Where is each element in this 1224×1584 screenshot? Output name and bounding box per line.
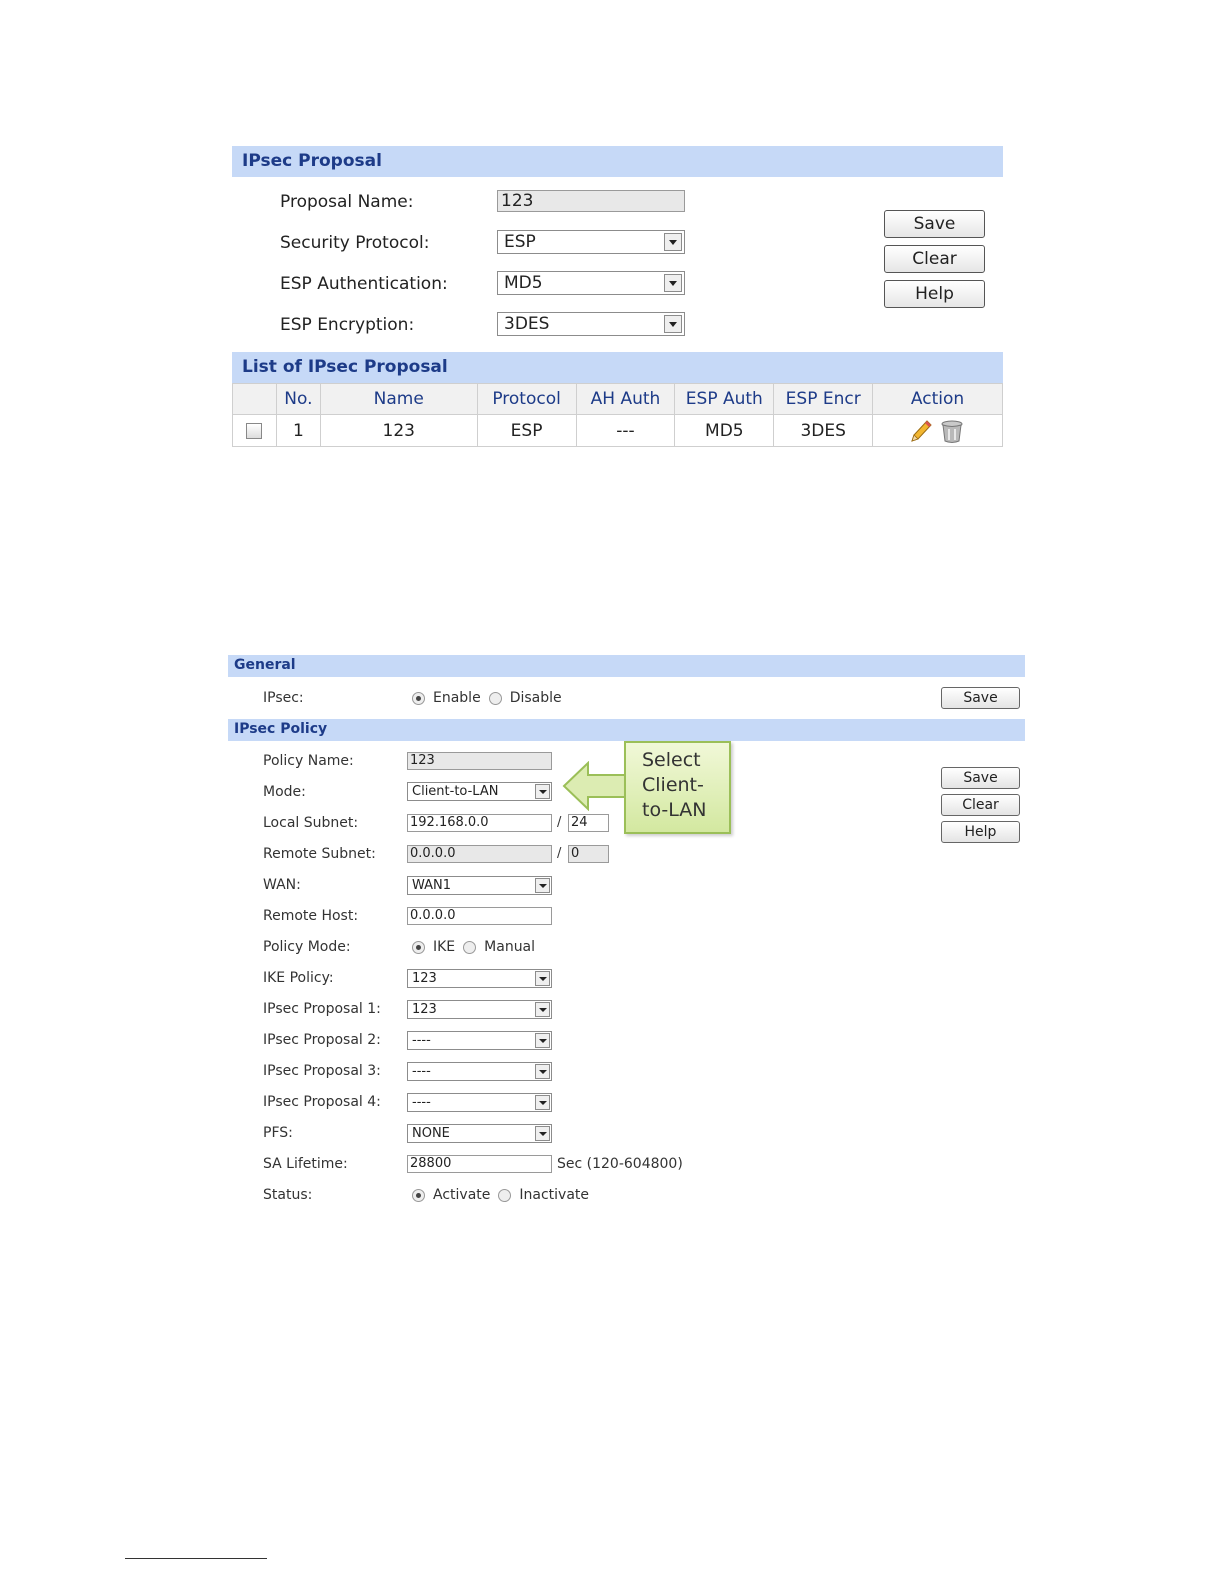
table-row xyxy=(233,415,1003,447)
chevron-down-icon[interactable] xyxy=(664,315,682,333)
manual-label: Manual xyxy=(484,939,536,955)
proposal2-label: IPsec Proposal 2: xyxy=(263,1032,381,1048)
pfs-select[interactable] xyxy=(407,1124,552,1143)
trash-icon[interactable] xyxy=(942,421,962,443)
proposal-save-button[interactable]: Save xyxy=(884,210,985,238)
chevron-down-icon[interactable] xyxy=(664,233,682,251)
callout-line2: Client- xyxy=(642,774,704,796)
callout-arrow-icon xyxy=(562,761,628,811)
general-header: General xyxy=(228,655,1025,677)
remote-subnet-mask-input[interactable]: 0 xyxy=(568,845,609,863)
ike-policy-value: 123 xyxy=(412,971,437,986)
col-no: No. xyxy=(276,384,320,415)
esp-authentication-select[interactable] xyxy=(497,271,685,295)
chevron-down-icon[interactable] xyxy=(535,1033,550,1048)
policy-save-button[interactable]: Save xyxy=(941,767,1020,789)
ike-policy-select[interactable] xyxy=(407,969,552,988)
policy-name-input[interactable]: 123 xyxy=(407,752,552,770)
local-subnet-label: Local Subnet: xyxy=(263,815,359,831)
disable-label: Disable xyxy=(509,690,562,706)
proposal-name-label: Proposal Name: xyxy=(280,192,414,212)
ike-radio[interactable] xyxy=(412,941,425,954)
row-esp-encr: 3DES xyxy=(774,415,873,447)
esp-encryption-label: ESP Encryption: xyxy=(280,315,415,335)
security-protocol-label: Security Protocol: xyxy=(280,233,430,253)
esp-encryption-value: 3DES xyxy=(504,314,550,334)
select-all-header xyxy=(233,384,277,415)
manual-radio[interactable] xyxy=(463,941,476,954)
footnote-divider xyxy=(125,1558,267,1559)
activate-label: Activate xyxy=(433,1187,491,1203)
proposal4-label: IPsec Proposal 4: xyxy=(263,1094,381,1110)
proposal-clear-button[interactable]: Clear xyxy=(884,245,985,273)
mode-select[interactable] xyxy=(407,782,552,801)
proposal2-select[interactable] xyxy=(407,1031,552,1050)
callout-line1: Select xyxy=(642,749,701,771)
col-esp-encr: ESP Encr xyxy=(774,384,873,415)
security-protocol-value: ESP xyxy=(504,232,536,252)
local-subnet-slash: / xyxy=(557,815,562,830)
chevron-down-icon[interactable] xyxy=(535,784,550,799)
mode-value: Client-to-LAN xyxy=(412,784,499,799)
policy-mode-label: Policy Mode: xyxy=(263,939,351,955)
status-label: Status: xyxy=(263,1187,313,1203)
status-group xyxy=(412,1187,597,1203)
row-protocol: ESP xyxy=(477,415,576,447)
policy-name-label: Policy Name: xyxy=(263,753,354,769)
callout-line3: to-LAN xyxy=(642,799,707,821)
callout-box xyxy=(624,741,731,834)
chevron-down-icon[interactable] xyxy=(664,274,682,292)
sa-lifetime-hint: Sec (120-604800) xyxy=(557,1156,683,1172)
remote-subnet-slash: / xyxy=(557,846,562,861)
col-action: Action xyxy=(873,384,1003,415)
enable-radio[interactable] xyxy=(412,692,425,705)
proposal1-label: IPsec Proposal 1: xyxy=(263,1001,381,1017)
proposal-list-header: List of IPsec Proposal xyxy=(232,352,1003,383)
esp-authentication-label: ESP Authentication: xyxy=(280,274,448,294)
col-protocol: Protocol xyxy=(477,384,576,415)
proposal1-value: 123 xyxy=(412,1002,437,1017)
table-header-row xyxy=(233,384,1003,415)
sa-lifetime-label: SA Lifetime: xyxy=(263,1156,348,1172)
proposal-help-button[interactable]: Help xyxy=(884,280,985,308)
row-name: 123 xyxy=(320,415,477,447)
chevron-down-icon[interactable] xyxy=(535,1064,550,1079)
wan-label: WAN: xyxy=(263,877,301,893)
col-name: Name xyxy=(320,384,477,415)
local-subnet-mask-input[interactable]: 24 xyxy=(568,814,609,832)
row-checkbox-cell xyxy=(233,415,277,447)
ipsec-proposal-panel xyxy=(232,146,1003,448)
activate-radio[interactable] xyxy=(412,1189,425,1202)
policy-mode-group xyxy=(412,939,543,955)
wan-value: WAN1 xyxy=(412,878,452,893)
pfs-label: PFS: xyxy=(263,1125,293,1141)
pencil-icon[interactable] xyxy=(912,421,931,441)
ipsec-label: IPsec: xyxy=(263,690,304,706)
policy-clear-button[interactable]: Clear xyxy=(941,794,1020,816)
general-save-button[interactable]: Save xyxy=(941,687,1020,709)
proposal2-value: ---- xyxy=(412,1033,431,1048)
security-protocol-select[interactable] xyxy=(497,230,685,254)
chevron-down-icon[interactable] xyxy=(535,878,550,893)
esp-authentication-value: MD5 xyxy=(504,273,543,293)
proposal3-select[interactable] xyxy=(407,1062,552,1081)
inactivate-label: Inactivate xyxy=(519,1187,589,1203)
chevron-down-icon[interactable] xyxy=(535,971,550,986)
ipsec-policy-panel xyxy=(228,655,1025,1215)
ike-label: IKE xyxy=(433,939,456,955)
chevron-down-icon[interactable] xyxy=(535,1126,550,1141)
policy-help-button[interactable]: Help xyxy=(941,821,1020,843)
disable-radio[interactable] xyxy=(489,692,502,705)
esp-encryption-select[interactable] xyxy=(497,312,685,336)
ipsec-proposal-header: IPsec Proposal xyxy=(232,146,1003,177)
ike-policy-label: IKE Policy: xyxy=(263,970,334,986)
enable-label: Enable xyxy=(433,690,481,706)
proposal-name-input[interactable]: 123 xyxy=(497,190,685,212)
sa-lifetime-input[interactable]: 28800 xyxy=(407,1155,552,1173)
col-ah-auth: AH Auth xyxy=(576,384,675,415)
chevron-down-icon[interactable] xyxy=(535,1002,550,1017)
proposal3-value: ---- xyxy=(412,1064,431,1079)
remote-host-input[interactable]: 0.0.0.0 xyxy=(407,907,552,925)
ipsec-enable-group xyxy=(412,690,570,706)
proposal4-value: ---- xyxy=(412,1095,431,1110)
row-ah-auth: --- xyxy=(576,415,675,447)
remote-host-label: Remote Host: xyxy=(263,908,359,924)
proposal1-select[interactable] xyxy=(407,1000,552,1019)
local-subnet-input[interactable]: 192.168.0.0 xyxy=(407,814,552,832)
chevron-down-icon[interactable] xyxy=(535,1095,550,1110)
row-esp-auth: MD5 xyxy=(675,415,774,447)
proposal3-label: IPsec Proposal 3: xyxy=(263,1063,381,1079)
row-no: 1 xyxy=(276,415,320,447)
remote-subnet-label: Remote Subnet: xyxy=(263,846,376,862)
row-checkbox[interactable] xyxy=(246,423,262,439)
proposal4-select[interactable] xyxy=(407,1093,552,1112)
inactivate-radio[interactable] xyxy=(498,1189,511,1202)
row-action-cell xyxy=(873,415,1003,447)
remote-subnet-input[interactable]: 0.0.0.0 xyxy=(407,845,552,863)
col-esp-auth: ESP Auth xyxy=(675,384,774,415)
ipsec-policy-header: IPsec Policy xyxy=(228,719,1025,741)
mode-label: Mode: xyxy=(263,784,306,800)
proposal-list-table xyxy=(232,383,1003,447)
wan-select[interactable] xyxy=(407,876,552,895)
pfs-value: NONE xyxy=(412,1126,450,1141)
